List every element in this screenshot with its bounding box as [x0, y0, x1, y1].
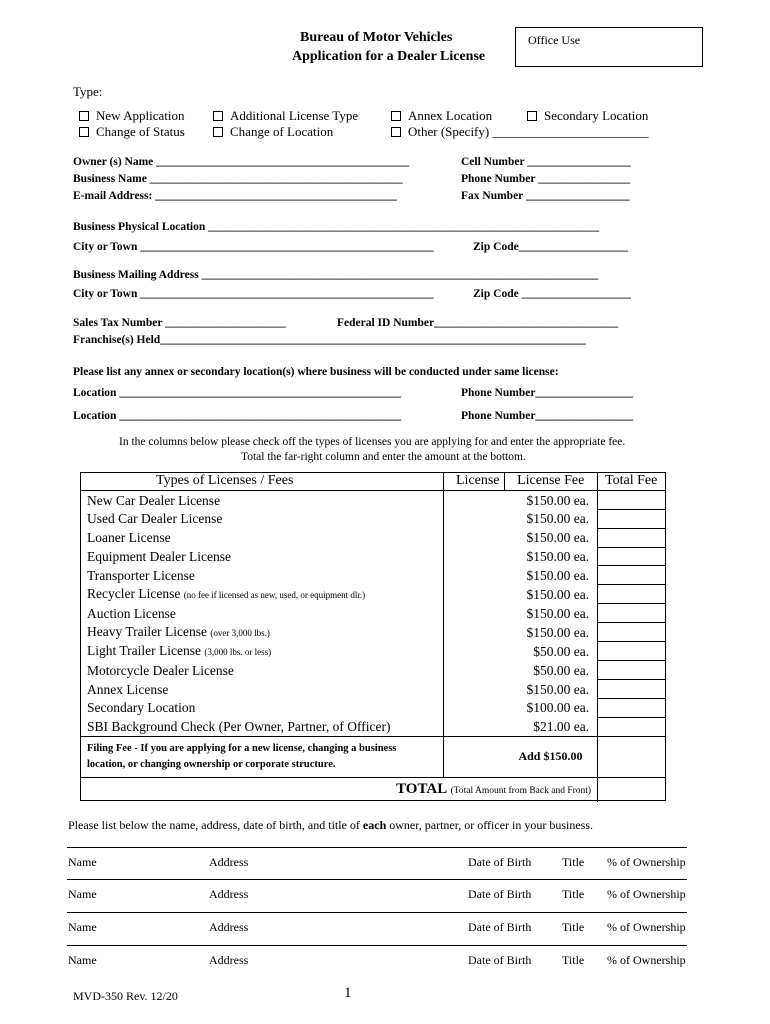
- checkbox-secondary-location[interactable]: Secondary Location: [527, 108, 648, 124]
- phone-number-field[interactable]: Phone Number ________________: [461, 173, 631, 185]
- license-type-note: (no fee if licensed as new, used, or equipment dlr.): [183, 589, 366, 600]
- total-fee-input[interactable]: [598, 528, 666, 547]
- filing-fee-text: Filing Fee - If you are applying for a new license, changing a business location, or changing ownership or corporate structure.: [80, 736, 444, 777]
- total-label-cell: [80, 777, 598, 802]
- table-row: [80, 509, 666, 528]
- license-fee-value: $150.00 ea.: [505, 490, 598, 509]
- total-fee-input[interactable]: [598, 547, 666, 566]
- license-type-name: [80, 528, 444, 547]
- license-fee-value: $50.00 ea.: [505, 661, 598, 680]
- license-fee-value: $150.00 ea.: [505, 585, 598, 604]
- license-type-name: [80, 661, 444, 680]
- owner-column-label: Date of Birth: [468, 887, 532, 901]
- license-type-name: [80, 699, 444, 718]
- zip-field-mailing[interactable]: Zip Code ___________________: [473, 288, 631, 300]
- license-type-name: [80, 717, 444, 736]
- table-row: [80, 547, 666, 566]
- physical-location-field[interactable]: Business Physical Location ____________________________________________________________________: [73, 221, 600, 233]
- mailing-address-field[interactable]: Business Mailing Address _____________________________________________________________________: [73, 269, 599, 281]
- checkbox-square-icon[interactable]: [527, 111, 537, 121]
- owner-column-label: Title: [562, 887, 585, 901]
- license-check-cell[interactable]: [444, 680, 505, 699]
- total-fee-input[interactable]: [598, 566, 666, 585]
- license-type-name: [80, 623, 444, 642]
- license-type-name: [80, 490, 444, 509]
- location-phone-field-2[interactable]: Phone Number_________________: [461, 410, 634, 422]
- table-row: [80, 604, 666, 623]
- checkbox-square-icon[interactable]: [213, 111, 223, 121]
- license-check-cell[interactable]: [444, 566, 505, 585]
- total-fee-input[interactable]: [598, 642, 666, 661]
- owner-column-label: % of Ownership: [607, 855, 686, 869]
- owner-entry-line[interactable]: [67, 847, 687, 848]
- license-fee-value: $150.00 ea.: [505, 528, 598, 547]
- license-type-label: SBI Background Check (Per Owner, Partner, of Officer): [87, 719, 391, 735]
- total-fee-input[interactable]: [598, 623, 666, 642]
- business-name-field[interactable]: Business Name ____________________________________________: [73, 173, 403, 185]
- owners-prompt: Please list below the name, address, date of birth, and title of each owner, partner, or officer in your business.: [68, 818, 594, 832]
- owner-column-label: Name: [68, 887, 97, 901]
- instructions-line2: Total the far-right column and enter the amount at the bottom.: [241, 451, 526, 463]
- fax-number-field[interactable]: Fax Number __________________: [461, 190, 630, 202]
- license-type-name: [80, 585, 444, 604]
- license-type-label: Recycler License: [87, 585, 181, 601]
- table-row: [80, 717, 666, 736]
- checkbox-other-specify[interactable]: Other (Specify) ________________________: [391, 124, 648, 140]
- federal-id-field[interactable]: Federal ID Number________________________________: [337, 317, 619, 329]
- license-check-cell[interactable]: [444, 699, 505, 718]
- license-type-name: [80, 604, 444, 623]
- total-label: TOTAL: [396, 780, 448, 797]
- table-row: [80, 490, 666, 509]
- license-check-cell[interactable]: [444, 604, 505, 623]
- zip-field-physical[interactable]: Zip Code___________________: [473, 241, 628, 253]
- checkbox-square-icon[interactable]: [391, 111, 401, 121]
- owner-column-label: Name: [68, 953, 97, 967]
- form-title-line1: Bureau of Motor Vehicles: [300, 30, 453, 45]
- type-label: Type:: [73, 84, 103, 99]
- license-check-cell[interactable]: [444, 509, 505, 528]
- table-header-row: [80, 472, 666, 490]
- table-row: [80, 623, 666, 642]
- header-total-fee: Total Fee: [598, 472, 666, 490]
- sales-tax-field[interactable]: Sales Tax Number _____________________: [73, 317, 286, 329]
- owner-column-label: Name: [68, 855, 97, 869]
- total-fee-input[interactable]: [598, 680, 666, 699]
- owner-entry-line[interactable]: [67, 879, 687, 880]
- checkbox-additional-license-type[interactable]: Additional License Type: [213, 108, 358, 124]
- owner-column-label: Date of Birth: [468, 855, 532, 869]
- checkbox-square-icon[interactable]: [79, 127, 89, 137]
- total-fee-input[interactable]: [598, 604, 666, 623]
- license-fee-value: $100.00 ea.: [505, 699, 598, 718]
- form-title-line2: Application for a Dealer License: [292, 49, 486, 64]
- checkbox-square-icon[interactable]: [213, 127, 223, 137]
- owner-column-label: % of Ownership: [607, 953, 686, 967]
- owner-column-label: Address: [209, 855, 249, 869]
- owner-name-field[interactable]: Owner (s) Name ____________________________________________: [73, 156, 410, 168]
- license-check-cell[interactable]: [444, 717, 505, 736]
- license-fee-value: $150.00 ea.: [505, 509, 598, 528]
- license-check-cell[interactable]: [444, 585, 505, 604]
- license-type-label: New Car Dealer License: [87, 492, 221, 508]
- header-license-fee: License Fee: [505, 472, 598, 490]
- license-type-label: Used Car Dealer License: [87, 511, 223, 527]
- header-license-types: Types of Licenses / Fees: [80, 472, 444, 490]
- owner-column-label: % of Ownership: [607, 920, 686, 934]
- total-row: [80, 777, 666, 802]
- table-row: [80, 566, 666, 585]
- filing-fee-total-cell[interactable]: [598, 736, 666, 777]
- total-fee-input[interactable]: [598, 699, 666, 718]
- license-type-label: Auction License: [87, 605, 176, 621]
- owner-column-label: Title: [562, 920, 585, 934]
- license-type-name: [80, 509, 444, 528]
- license-type-name: [80, 642, 444, 661]
- license-type-label: Equipment Dealer License: [87, 549, 231, 564]
- owner-column-label: % of Ownership: [607, 887, 686, 901]
- owner-entry-line[interactable]: [67, 912, 687, 913]
- office-use-label: Office Use: [528, 33, 581, 47]
- checkbox-square-icon[interactable]: [391, 127, 401, 137]
- total-note: (Total Amount from Back and Front): [450, 785, 592, 796]
- license-fee-value: $21.00 ea.: [505, 717, 598, 736]
- license-type-note: (3,000 lbs. or less): [204, 646, 272, 657]
- franchise-field[interactable]: Franchise(s) Held__________________________________________________________________________: [73, 334, 586, 346]
- checkbox-new-application[interactable]: New Application: [79, 108, 184, 124]
- total-amount-cell[interactable]: [598, 777, 666, 802]
- owner-column-label: Title: [562, 953, 585, 967]
- table-row: [80, 642, 666, 661]
- license-check-cell[interactable]: [444, 642, 505, 661]
- license-type-label: Transporter License: [87, 567, 195, 583]
- table-row: [80, 528, 666, 547]
- owner-column-label: Name: [68, 920, 97, 934]
- license-check-cell[interactable]: [444, 661, 505, 680]
- owner-column-label: Date of Birth: [468, 920, 532, 934]
- location-field-1[interactable]: Location _________________________________________________: [73, 387, 402, 399]
- header-license: License: [444, 472, 505, 490]
- license-type-name: [80, 547, 444, 566]
- owner-column-label: Address: [209, 953, 249, 967]
- owner-column-label: Address: [209, 887, 249, 901]
- license-type-name: [80, 680, 444, 699]
- license-fee-table: [80, 472, 666, 802]
- location-field-2[interactable]: Location _________________________________________________: [73, 410, 402, 422]
- city-field-mailing[interactable]: City or Town ___________________________________________________: [73, 288, 434, 300]
- filing-fee-row: [80, 736, 666, 777]
- license-check-cell[interactable]: [444, 528, 505, 547]
- checkbox-change-of-status[interactable]: Change of Status: [79, 124, 185, 140]
- license-type-label: Heavy Trailer License: [87, 623, 207, 639]
- owner-entry-line[interactable]: [67, 945, 687, 946]
- license-fee-value: $150.00 ea.: [505, 680, 598, 699]
- checkbox-annex-location[interactable]: Annex Location: [391, 108, 492, 124]
- annex-prompt: Please list any annex or secondary location(s) where business will be conducted under same license:: [73, 366, 559, 378]
- license-fee-value: $50.00 ea.: [505, 642, 598, 661]
- license-check-cell[interactable]: [444, 547, 505, 566]
- form-id: MVD-350 Rev. 12/20: [73, 989, 178, 1003]
- license-fee-value: $150.00 ea.: [505, 566, 598, 585]
- license-fee-value: $150.00 ea.: [505, 547, 598, 566]
- email-field[interactable]: E-mail Address: __________________________________________: [73, 190, 397, 202]
- location-phone-field-1[interactable]: Phone Number_________________: [461, 387, 634, 399]
- license-fee-value: $150.00 ea.: [505, 623, 598, 642]
- office-use-box: [515, 27, 703, 67]
- checkbox-change-of-location[interactable]: Change of Location: [213, 124, 333, 140]
- cell-number-field[interactable]: Cell Number __________________: [461, 156, 631, 168]
- license-type-label: Loaner License: [87, 530, 171, 546]
- total-fee-input[interactable]: [598, 509, 666, 528]
- license-type-name: [80, 566, 444, 585]
- license-check-cell[interactable]: [444, 623, 505, 642]
- filing-fee-amount: Add $150.00: [505, 736, 598, 777]
- license-type-note: (over 3,000 lbs.): [210, 627, 270, 638]
- total-fee-input[interactable]: [598, 661, 666, 680]
- instructions-line1: In the columns below please check off the types of licenses you are applying for and enter the appropriate fee.: [119, 436, 626, 448]
- table-row: [80, 699, 666, 718]
- city-field-physical[interactable]: City or Town ___________________________________________________: [73, 241, 434, 253]
- license-type-label: Light Trailer License: [87, 642, 201, 658]
- filing-fee-license-cell[interactable]: [444, 736, 505, 777]
- table-row: [80, 661, 666, 680]
- total-fee-input[interactable]: [598, 585, 666, 604]
- total-fee-input[interactable]: [598, 490, 666, 509]
- page-number: 1: [344, 985, 352, 1001]
- license-check-cell[interactable]: [444, 490, 505, 509]
- owner-column-label: Address: [209, 920, 249, 934]
- checkbox-square-icon[interactable]: [79, 111, 89, 121]
- license-fee-value: $150.00 ea.: [505, 604, 598, 623]
- owner-column-label: Title: [562, 855, 585, 869]
- license-type-label: Secondary Location: [87, 700, 196, 716]
- table-row: [80, 680, 666, 699]
- owner-column-label: Date of Birth: [468, 953, 532, 967]
- license-type-label: Annex License: [87, 681, 169, 697]
- table-row: [80, 585, 666, 604]
- total-fee-input[interactable]: [598, 717, 666, 736]
- license-type-label: Motorcycle Dealer License: [87, 662, 234, 678]
